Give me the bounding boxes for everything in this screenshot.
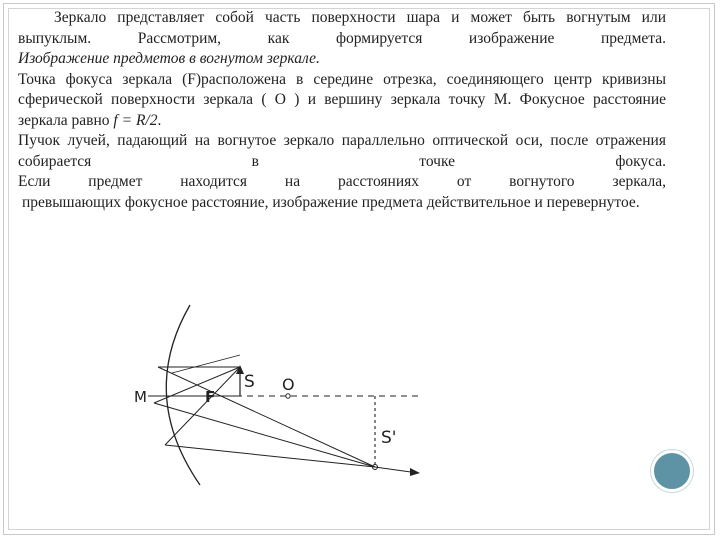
section-heading: Изображение предметов в вогнутом зеркале. — [18, 50, 320, 67]
label-f: F — [205, 388, 216, 406]
label-o: O — [282, 375, 295, 394]
focus-paragraph-text: Точка фокуса зеркала (F)расположена в середине отрезка, соединяющего центр кривизны сферической поверхности зеркала ( O ) и вершину зеркала точку M. Фокусное расстояние зеркала равно — [18, 70, 666, 129]
ray-reflected — [165, 445, 375, 467]
focal-formula: f = R/2 — [113, 111, 158, 129]
label-m: M — [134, 388, 147, 406]
focus-paragraph: Точка фокуса зеркала (F)расположена в середине отрезка, соединяющего центр кривизны сферической поверхности зеркала ( O ) и вершину зеркала точку M. Фокусное расстояние зеркала равно f = R/2. — [18, 70, 666, 129]
slide-text — [18, 8, 666, 213]
ray-to-mirror — [165, 367, 240, 445]
image-paragraph: превышающих фокусное расстояние, изображение предмета действительное и перевернутое. — [22, 193, 640, 211]
ray-through-focus — [158, 367, 375, 467]
decorative-circle-icon — [651, 450, 693, 492]
label-s: S — [244, 372, 255, 392]
object-paragraph: Если предмет находится на расстояниях от вогнутого зеркала, — [18, 173, 666, 190]
ray-axis-reflect — [154, 403, 375, 467]
concave-mirror-diagram — [120, 295, 440, 495]
center-point — [286, 394, 290, 398]
intro-paragraph: Зеркало представляет собой часть поверхности шара и может быть вогнутым или выпуклым. Рассмотрим, как формируется изображение предмета. — [18, 9, 666, 47]
ray-extra — [172, 355, 240, 373]
ray-exit-arrowhead — [410, 468, 420, 476]
label-s-prime: S' — [381, 428, 397, 448]
rays-paragraph: Пучок лучей, падающий на вогнутое зеркало параллельно оптической оси, после отражения собирается в точке фокуса. — [18, 132, 666, 170]
mirror-arc — [166, 305, 200, 485]
